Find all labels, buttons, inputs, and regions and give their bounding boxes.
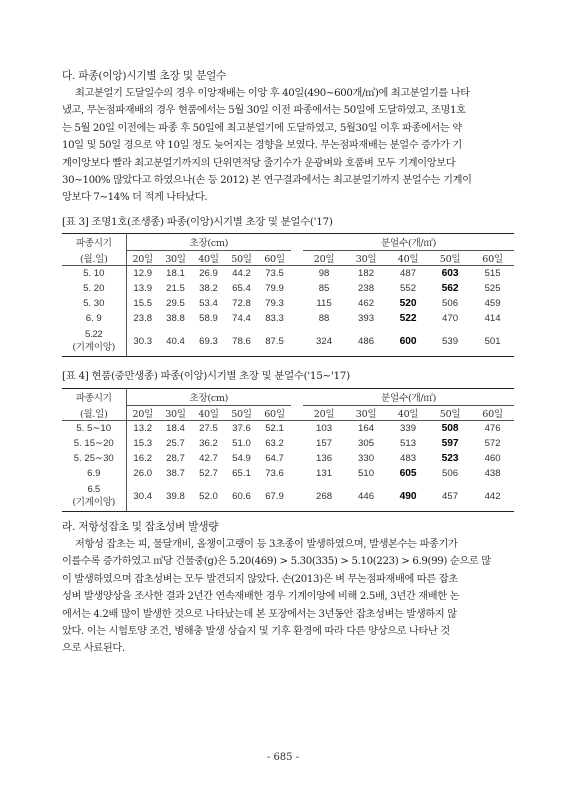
height-value: 44.2 xyxy=(232,268,251,279)
tiller-value: 268 xyxy=(303,481,345,512)
tiller-value: 490 xyxy=(387,481,429,512)
date-cell: 6.9 xyxy=(62,466,126,481)
height-value: 79.9 xyxy=(265,283,284,294)
height-value: 15.3 xyxy=(133,438,153,449)
tiller-value: 520 xyxy=(399,298,417,309)
date-cell: 5. 15∼20 xyxy=(62,436,126,451)
tiller-value: 513 xyxy=(400,438,417,449)
tiller-value: 98 xyxy=(318,268,330,279)
tiller-value: 462 xyxy=(358,298,375,309)
section-heading-d: 라. 저항성잡초 및 잡초성벼 발생량 xyxy=(62,521,219,533)
paragraph-tillering xyxy=(62,85,514,207)
spacer-cell xyxy=(291,266,303,282)
height-value: 73.6 xyxy=(265,468,284,479)
spacer-cell xyxy=(291,451,303,466)
date-unit-header: (월.일) xyxy=(62,251,126,266)
day-header: 40일 xyxy=(387,251,429,266)
date-cell: 5. 10 xyxy=(62,266,126,282)
height-value: 18.1 xyxy=(166,268,185,279)
tiller-value: 157 xyxy=(316,438,333,449)
height-value: 69.3 xyxy=(192,326,225,357)
tiller-value: 442 xyxy=(471,481,514,512)
tiller-value: 460 xyxy=(484,453,501,464)
date-cell: 5. 25∼30 xyxy=(62,451,126,466)
spacer-cell xyxy=(291,436,303,451)
tiller-value: 305 xyxy=(358,438,375,449)
height-value: 15.5 xyxy=(133,298,153,309)
height-value: 78.6 xyxy=(225,326,258,357)
tiller-value: 508 xyxy=(441,423,459,434)
tiller-value: 525 xyxy=(484,283,501,294)
height-value: 13.9 xyxy=(133,283,153,294)
paragraph-line: 에서는 4.2배 많이 발생한 것으로 나타났는데 본 포장에서는 3년동안 잡초성벼는 발생하지 않 xyxy=(62,608,457,620)
date-header: 파종시기 xyxy=(62,389,126,406)
paragraph-line: 성벼 발생양상을 조사한 결과 2년간 연속재배한 경우 기계이앙에 비해 2.5배, 3년간 재배한 논 xyxy=(62,591,460,603)
paragraph-line: 는 5월 20일 이전에는 파종 후 50일에 최고분얼기에 도달하였고, 5월30일 이후 파종에서는 약 xyxy=(62,122,462,134)
height-value: 37.6 xyxy=(232,423,251,434)
tiller-group-header: 분얼수(개/㎡) xyxy=(303,389,514,406)
tiller-value: 562 xyxy=(441,283,459,294)
date-line: 5.22 xyxy=(85,329,103,340)
paragraph-line: 앙보다 7∼14% 더 적게 나타났다. xyxy=(62,192,208,204)
height-value: 72.8 xyxy=(232,298,251,309)
height-value: 27.5 xyxy=(199,423,218,434)
height-value: 21.5 xyxy=(166,283,185,294)
height-value: 39.8 xyxy=(159,481,192,512)
day-header: 30일 xyxy=(345,406,387,421)
height-value: 25.7 xyxy=(166,438,185,449)
date-note: (기계이앙) xyxy=(72,342,116,353)
height-value: 83.3 xyxy=(265,313,284,324)
page-number: - 685 - xyxy=(266,752,300,763)
date-cell xyxy=(62,326,126,357)
tiller-value: 600 xyxy=(387,326,429,357)
table-row xyxy=(62,326,514,357)
day-header: 50일 xyxy=(225,251,258,266)
height-value: 73.5 xyxy=(265,268,284,279)
tiller-value: 603 xyxy=(441,268,459,279)
tiller-value: 457 xyxy=(429,481,471,512)
table-row xyxy=(62,481,514,512)
height-value: 30.3 xyxy=(126,326,159,357)
tiller-value: 506 xyxy=(442,298,459,309)
paragraph-line: 냈고, 무논점파재배의 경우 현품에서는 5월 30일 이전 파종에서는 50일에 도달하였고, 조명1호 xyxy=(62,105,466,117)
table-row xyxy=(62,466,514,481)
day-header: 50일 xyxy=(429,251,471,266)
spacer-cell xyxy=(291,311,303,326)
tiller-value: 182 xyxy=(358,268,375,279)
height-value: 29.5 xyxy=(166,298,185,309)
day-header: 20일 xyxy=(126,406,159,421)
table-row xyxy=(62,436,514,451)
day-header: 40일 xyxy=(387,406,429,421)
tiller-value: 131 xyxy=(316,468,333,479)
height-value: 54.9 xyxy=(232,453,251,464)
height-value: 79.3 xyxy=(265,298,284,309)
height-value: 18.4 xyxy=(166,423,185,434)
day-header: 60일 xyxy=(471,406,514,421)
table-row xyxy=(62,451,514,466)
tiller-value: 605 xyxy=(399,468,417,479)
height-value: 65.1 xyxy=(232,468,251,479)
tiller-value: 88 xyxy=(318,313,330,324)
height-value: 87.5 xyxy=(258,326,291,357)
height-value: 13.2 xyxy=(133,423,153,434)
tiller-value: 572 xyxy=(484,438,501,449)
day-header: 40일 xyxy=(192,251,225,266)
day-header: 50일 xyxy=(429,406,471,421)
height-value: 38.7 xyxy=(166,468,185,479)
spacer-cell xyxy=(291,251,303,266)
table-row xyxy=(62,311,514,326)
tiller-value: 136 xyxy=(316,453,333,464)
day-header: 60일 xyxy=(471,251,514,266)
day-header: 40일 xyxy=(192,406,225,421)
tiller-value: 597 xyxy=(441,438,459,449)
height-value: 51.0 xyxy=(232,438,251,449)
height-value: 58.9 xyxy=(199,313,218,324)
tiller-value: 522 xyxy=(399,313,417,324)
date-cell: 5. 20 xyxy=(62,281,126,296)
tiller-value: 510 xyxy=(358,468,375,479)
tiller-group-header: 분얼수(개/㎡) xyxy=(303,234,514,251)
spacer-cell xyxy=(291,326,303,357)
height-value: 67.9 xyxy=(258,481,291,512)
height-value: 42.7 xyxy=(199,453,218,464)
height-value: 38.8 xyxy=(166,313,185,324)
height-value: 74.4 xyxy=(232,313,251,324)
height-value: 65.4 xyxy=(232,283,251,294)
height-value: 26.9 xyxy=(199,268,218,279)
day-header: 20일 xyxy=(126,251,159,266)
spacer-cell xyxy=(291,389,303,406)
tiller-value: 506 xyxy=(442,468,459,479)
tiller-value: 85 xyxy=(318,283,330,294)
paragraph-line: 이 발생하였으며 잡초성벼는 모두 발견되지 않았다. 손(2013)은 벼 무논점파재배에 따른 잡초 xyxy=(62,573,458,585)
day-header: 30일 xyxy=(159,406,192,421)
table4-caption: [표 4] 현품(중만생종) 파종(이앙)시기별 초장 및 분얼수('15∼'17) xyxy=(62,370,350,382)
paragraph-line: 았다. 이는 시험토양 조건, 병해충 발생 상습지 및 기후 환경에 따라 다른 양상으로 나타난 것 xyxy=(62,626,450,638)
table-row xyxy=(62,281,514,296)
paragraph-line: 계이앙보다 빨라 최고분얼기까지의 단위면적당 줄기수가 운광벼와 호품벼 모두 기계이앙보다 xyxy=(62,157,456,169)
tiller-value: 523 xyxy=(441,453,459,464)
spacer-cell xyxy=(291,406,303,421)
table-row xyxy=(62,421,514,437)
tiller-value: 539 xyxy=(429,326,471,357)
section-heading-c: 다. 파종(이앙)시기별 초장 및 분얼수 xyxy=(62,70,227,82)
date-line: 6.5 xyxy=(87,484,100,495)
spacer-cell xyxy=(291,421,303,437)
tiller-value: 103 xyxy=(316,423,333,434)
height-value: 23.8 xyxy=(133,313,153,324)
tiller-value: 330 xyxy=(358,453,375,464)
date-header: 파종시기 xyxy=(62,234,126,251)
tiller-value: 446 xyxy=(345,481,387,512)
date-note: (기계이앙) xyxy=(72,497,116,508)
date-cell: 5. 5∼10 xyxy=(62,421,126,437)
tiller-value: 438 xyxy=(484,468,501,479)
spacer-cell xyxy=(291,296,303,311)
tiller-value: 486 xyxy=(345,326,387,357)
table3-caption: [표 3] 조명1호(조생종) 파종(이앙)시기별 초장 및 분얼수('17) xyxy=(62,216,333,228)
height-value: 60.6 xyxy=(225,481,258,512)
paragraph-weeds xyxy=(62,536,514,658)
date-cell xyxy=(62,481,126,512)
day-header: 30일 xyxy=(345,251,387,266)
height-value: 52.0 xyxy=(192,481,225,512)
date-unit-header: (월.일) xyxy=(62,406,126,421)
height-value: 63.2 xyxy=(265,438,284,449)
tiller-value: 238 xyxy=(358,283,375,294)
height-value: 40.4 xyxy=(159,326,192,357)
day-header: 30일 xyxy=(159,251,192,266)
tiller-value: 487 xyxy=(400,268,417,279)
tiller-value: 501 xyxy=(471,326,514,357)
height-value: 16.2 xyxy=(133,453,153,464)
height-value: 30.4 xyxy=(126,481,159,512)
paragraph-line: 으로 사료된다. xyxy=(62,643,125,655)
spacer-cell xyxy=(291,466,303,481)
tiller-value: 339 xyxy=(400,423,417,434)
height-value: 12.9 xyxy=(133,268,153,279)
table3 xyxy=(62,233,514,357)
height-value: 26.0 xyxy=(133,468,153,479)
spacer-cell xyxy=(291,234,303,251)
spacer-cell xyxy=(291,281,303,296)
spacer-cell xyxy=(291,481,303,512)
tiller-value: 483 xyxy=(400,453,417,464)
paragraph-line: 저항성 잡초는 피, 물달개비, 올챙이고랭이 등 3초종이 발생하였으며, 발생본수는 파종기가 xyxy=(75,539,458,550)
tiller-value: 414 xyxy=(484,313,501,324)
tiller-value: 393 xyxy=(358,313,375,324)
paragraph-line: 10일 및 50일 경으로 약 10일 정도 늦어지는 경향을 보였다. 무논점파재배는 분얼수 증가가 기 xyxy=(62,140,462,152)
day-header: 60일 xyxy=(258,251,291,266)
day-header: 50일 xyxy=(225,406,258,421)
paragraph-line: 30∼100% 많았다고 하였으나(손 등 2012) 본 연구결과에서는 최고분얼기까지 분얼수는 기계이 xyxy=(62,175,472,187)
height-value: 64.7 xyxy=(265,453,284,464)
height-value: 28.7 xyxy=(166,453,185,464)
tiller-value: 476 xyxy=(484,423,501,434)
height-value: 36.2 xyxy=(199,438,218,449)
table-row xyxy=(62,296,514,311)
day-header: 20일 xyxy=(303,251,345,266)
height-value: 52.7 xyxy=(199,468,218,479)
table-row xyxy=(62,266,514,282)
day-header: 60일 xyxy=(258,406,291,421)
tiller-value: 115 xyxy=(316,298,332,309)
height-value: 52.1 xyxy=(265,423,284,434)
paragraph-line: 최고분얼기 도달일수의 경우 이앙재배는 이앙 후 40일(490∼600개/㎡)에 최고분얼기를 나타 xyxy=(75,88,470,99)
tiller-value: 324 xyxy=(303,326,345,357)
height-group-header: 초장(cm) xyxy=(126,234,291,251)
height-group-header: 초장(cm) xyxy=(126,389,291,406)
paragraph-line: 이를수록 증가하였고 ㎡당 건물중(g)은 5.20(469) > 5.30(335) > 5.10(223) > 6.9(99) 순으로 많 xyxy=(62,556,491,568)
height-value: 53.4 xyxy=(199,298,218,309)
tiller-value: 470 xyxy=(442,313,459,324)
tiller-value: 552 xyxy=(400,283,417,294)
day-header: 20일 xyxy=(303,406,345,421)
date-cell: 5. 30 xyxy=(62,296,126,311)
table4 xyxy=(62,388,514,512)
tiller-value: 459 xyxy=(484,298,501,309)
tiller-value: 164 xyxy=(358,423,375,434)
tiller-value: 515 xyxy=(484,268,501,279)
height-value: 38.2 xyxy=(199,283,218,294)
date-cell: 6. 9 xyxy=(62,311,126,326)
